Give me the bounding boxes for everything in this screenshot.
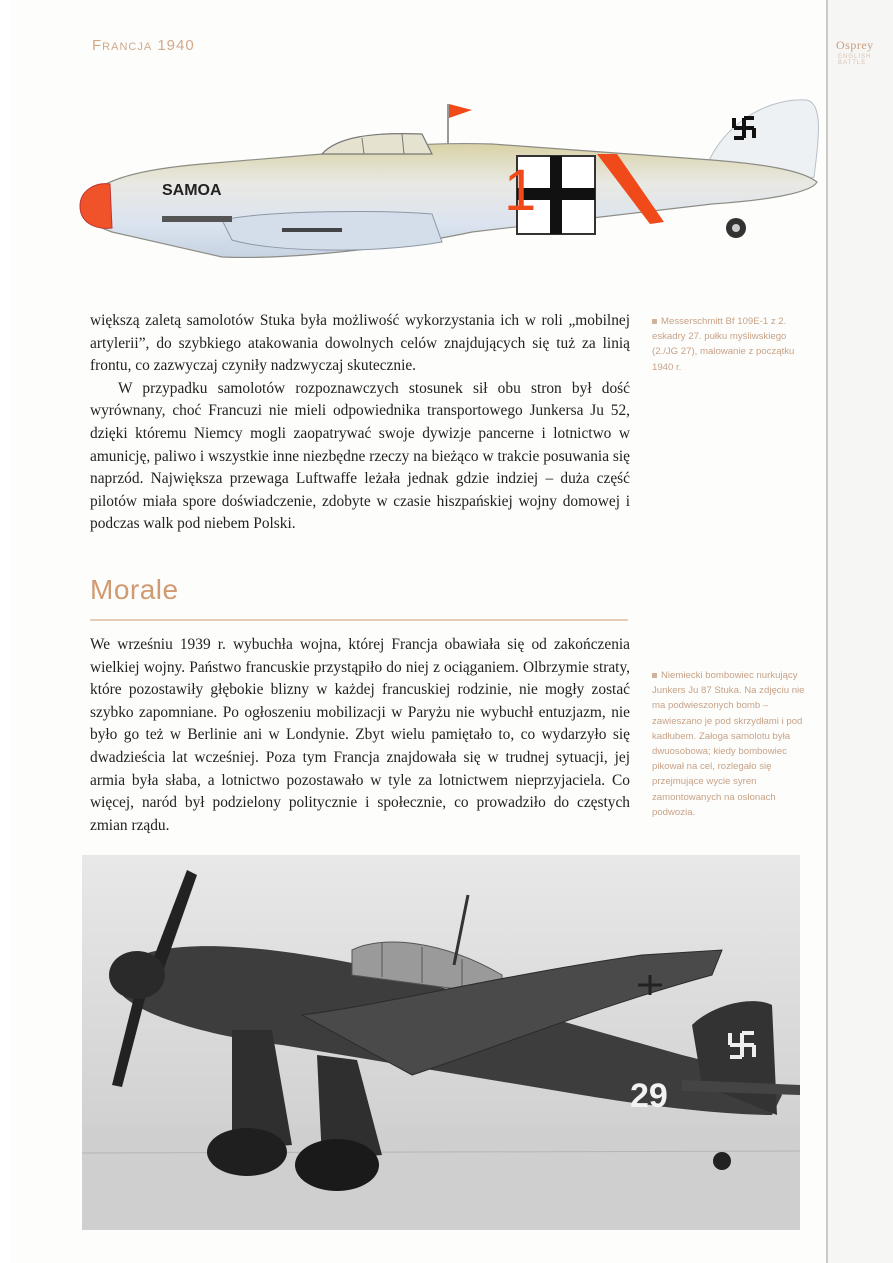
section-heading: Morale xyxy=(90,574,179,605)
publisher-logo-sub: ENGLISH BATTLE xyxy=(838,54,872,66)
body-text-morale xyxy=(90,634,630,837)
paragraph-3: We wrześniu 1939 r. wybuchła wojna, której Francja obawiała się od zakończenia wielkiej wojny. Państwo francuskie przystąpiło do niej z ociąganiem. Olbrzymie straty, które pozostawiły głębokie blizny w każdej francuskiej rodzinie, nie mogły zostać szybko zapomniane. Po ogłoszeniu mobilizacji w Paryżu nie wybuchł entuzjazm, nie było go też w Berlinie ani w Londynie. Zbyt wielu pamiętało to, co wydarzyło się dwadzieścia lat wcześniej. Poza tym Francja znajdowała się w trudnej sytuacji, jej armia była słaba, a lotnictwo pozostawało w tyle za lotnictwem nieprzyjaciela. Co więcej, naród był podzielony politycznie i społecznie, co prowadziło do częstych zmian rządu. xyxy=(90,636,630,834)
caption-bullet xyxy=(652,673,657,678)
caption-ju87 xyxy=(652,668,812,820)
aircraft-name: SAMOA xyxy=(162,182,222,199)
ju87-stuka-photo xyxy=(82,855,800,1230)
section-divider xyxy=(90,619,628,621)
body-text-top xyxy=(90,310,630,536)
bf109-profile-illustration xyxy=(72,92,832,272)
caption-bf109 xyxy=(652,314,812,375)
facing-page-margin xyxy=(828,0,893,1263)
tail-marking: 29 xyxy=(630,1077,668,1115)
caption-bullet xyxy=(652,319,657,324)
publisher-logo: Osprey xyxy=(836,38,874,52)
paragraph-1: większą zaletą samolotów Stuka była możliwość wykorzystania ich w roli „mobilnej artylerii”, do szybkiego atakowania dowolnych celów znajdujących się tuż za linią frontu, co zazwyczaj czyniły nadzwyczaj skutecznie. xyxy=(90,312,630,375)
running-title: Francja 1940 xyxy=(92,37,195,54)
fuselage-number: 1 xyxy=(504,158,537,223)
caption-1-text: Messerschmitt Bf 109E-1 z 2. eskadry 27. pułku myśliwskiego (2./JG 27), malowanie z początku 1940 r. xyxy=(652,316,795,373)
caption-2-text: Niemiecki bombowiec nurkujący Junkers Ju 87 Stuka. Na zdjęciu nie ma podwieszonych bomb – zawieszano je pod skrzydłami i pod kadłubem. Załoga samolotu była dwuosobowa; kiedy bombowiec pikował na cel, rozlegało się przejmujące wycie syren zamontowanych na osłonach podwozia. xyxy=(652,670,805,818)
paragraph-2: W przypadku samolotów rozpoznawczych stosunek sił obu stron był dość wyrównany, choć Francuzi nie mieli odpowiednika transportowego Junkersa Ju 52, dzięki któremu Niemcy mogli zaopatrywać swoje dywizje pancerne i lotnictwo w amunicję, paliwo i wszystkie inne niezbędne rzeczy na bieżąco w trakcie posuwania się naprzód. Największa przewaga Luftwaffe leżała jednak gdzie indziej – duża część pilotów miała spore doświadczenie, zdobyte w czasie hiszpańskiej wojny domowej i podczas walk pod niebem Polski. xyxy=(90,379,630,533)
